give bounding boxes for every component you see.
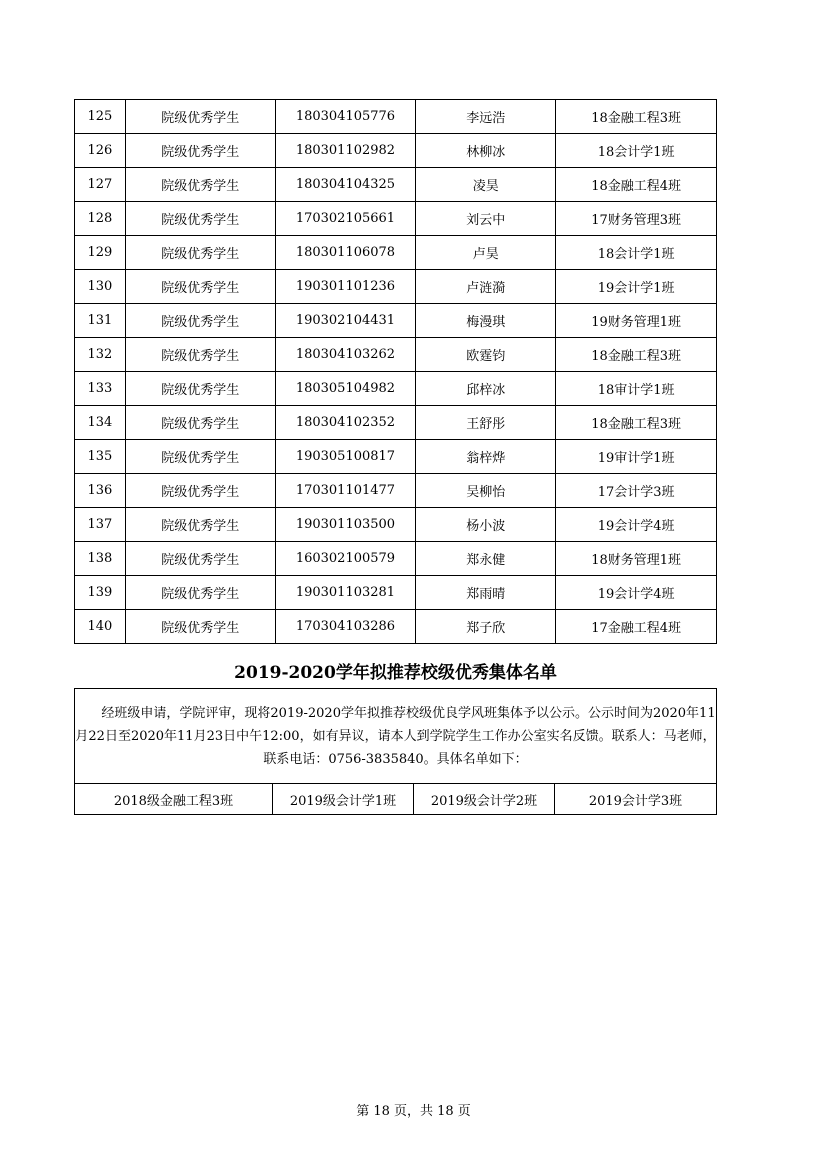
class-name: 17财务管理3班 [556, 202, 717, 236]
class-name: 18金融工程4班 [556, 168, 717, 202]
student-name: 李远浩 [416, 100, 556, 134]
award-type: 院级优秀学生 [125, 338, 275, 372]
class-name: 19会计学4班 [556, 508, 717, 542]
row-number: 138 [75, 542, 126, 576]
class-name: 18财务管理1班 [556, 542, 717, 576]
award-type: 院级优秀学生 [125, 474, 275, 508]
table-row [75, 168, 717, 202]
group-list-table [74, 688, 717, 815]
table-row [75, 270, 717, 304]
table-row [75, 576, 717, 610]
student-name: 郑永健 [416, 542, 556, 576]
student-list-table [74, 99, 717, 644]
student-id: 180304105776 [275, 100, 416, 134]
student-name: 卢涟漪 [416, 270, 556, 304]
student-id: 180301102982 [275, 134, 416, 168]
student-name: 王舒彤 [416, 406, 556, 440]
student-name: 刘云中 [416, 202, 556, 236]
row-number: 131 [75, 304, 126, 338]
student-id: 180304102352 [275, 406, 416, 440]
table-row [75, 100, 717, 134]
table-row [75, 440, 717, 474]
class-name: 19财务管理1班 [556, 304, 717, 338]
student-id: 190302104431 [275, 304, 416, 338]
notice-text: 经班级申请，学院评审，现将2019-2020学年拟推荐校级优良学风班集体予以公示。公示时间为2020年11月22日至2020年11月23日中午12:00，如有异议，请本人到学院学生工作办公室实名反馈。联系人：马老师，联系电话：0756-3835840。具体名单如下： [75, 689, 717, 784]
student-id: 190301103500 [275, 508, 416, 542]
group-class-cell: 2019级会计学2班 [414, 784, 555, 815]
student-name: 郑子欣 [416, 610, 556, 644]
row-number: 134 [75, 406, 126, 440]
student-name: 杨小波 [416, 508, 556, 542]
class-name: 17会计学3班 [556, 474, 717, 508]
student-name: 郑雨晴 [416, 576, 556, 610]
class-name: 18金融工程3班 [556, 100, 717, 134]
student-id: 180304104325 [275, 168, 416, 202]
row-number: 135 [75, 440, 126, 474]
student-id: 180301106078 [275, 236, 416, 270]
award-type: 院级优秀学生 [125, 270, 275, 304]
award-type: 院级优秀学生 [125, 100, 275, 134]
row-number: 128 [75, 202, 126, 236]
class-name: 18金融工程3班 [556, 338, 717, 372]
class-name: 18会计学1班 [556, 236, 717, 270]
student-id: 180304103262 [275, 338, 416, 372]
table-row [75, 304, 717, 338]
table-row [75, 202, 717, 236]
student-id: 180305104982 [275, 372, 416, 406]
table-row [75, 508, 717, 542]
table-row [75, 236, 717, 270]
table-row [75, 474, 717, 508]
student-name: 卢昊 [416, 236, 556, 270]
class-name: 17金融工程4班 [556, 610, 717, 644]
group-section-title: 2019-2020学年拟推荐校级优秀集体名单 [234, 663, 557, 683]
award-type: 院级优秀学生 [125, 542, 275, 576]
group-class-cell: 2018级金融工程3班 [75, 784, 273, 815]
row-number: 127 [75, 168, 126, 202]
row-number: 129 [75, 236, 126, 270]
award-type: 院级优秀学生 [125, 236, 275, 270]
class-name: 19会计学1班 [556, 270, 717, 304]
class-name: 18会计学1班 [556, 134, 717, 168]
page-number: 第 18 页，共 18 页 [356, 1104, 471, 1119]
table-row [75, 372, 717, 406]
student-id: 160302100579 [275, 542, 416, 576]
student-id: 190301101236 [275, 270, 416, 304]
award-type: 院级优秀学生 [125, 372, 275, 406]
table-row [75, 542, 717, 576]
table-row [75, 338, 717, 372]
award-type: 院级优秀学生 [125, 610, 275, 644]
group-class-cell: 2019会计学3班 [555, 784, 717, 815]
award-type: 院级优秀学生 [125, 168, 275, 202]
row-number: 133 [75, 372, 126, 406]
group-class-cell: 2019级会计学1班 [273, 784, 414, 815]
student-name: 梅漫琪 [416, 304, 556, 338]
row-number: 140 [75, 610, 126, 644]
student-id: 190301103281 [275, 576, 416, 610]
row-number: 137 [75, 508, 126, 542]
class-name: 19会计学4班 [556, 576, 717, 610]
class-name: 18金融工程3班 [556, 406, 717, 440]
row-number: 125 [75, 100, 126, 134]
award-type: 院级优秀学生 [125, 440, 275, 474]
student-id: 170302105661 [275, 202, 416, 236]
class-name: 19审计学1班 [556, 440, 717, 474]
row-number: 139 [75, 576, 126, 610]
student-id: 190305100817 [275, 440, 416, 474]
table-row [75, 610, 717, 644]
table-row [75, 134, 717, 168]
row-number: 132 [75, 338, 126, 372]
table-row [75, 406, 717, 440]
class-name: 18审计学1班 [556, 372, 717, 406]
award-type: 院级优秀学生 [125, 304, 275, 338]
row-number: 136 [75, 474, 126, 508]
award-type: 院级优秀学生 [125, 202, 275, 236]
student-name: 林柳冰 [416, 134, 556, 168]
student-name: 欧霆钧 [416, 338, 556, 372]
student-id: 170301101477 [275, 474, 416, 508]
student-name: 邱梓冰 [416, 372, 556, 406]
student-name: 吴柳怡 [416, 474, 556, 508]
student-name: 翁梓烨 [416, 440, 556, 474]
row-number: 130 [75, 270, 126, 304]
row-number: 126 [75, 134, 126, 168]
award-type: 院级优秀学生 [125, 576, 275, 610]
student-id: 170304103286 [275, 610, 416, 644]
student-name: 凌昊 [416, 168, 556, 202]
award-type: 院级优秀学生 [125, 406, 275, 440]
award-type: 院级优秀学生 [125, 134, 275, 168]
award-type: 院级优秀学生 [125, 508, 275, 542]
